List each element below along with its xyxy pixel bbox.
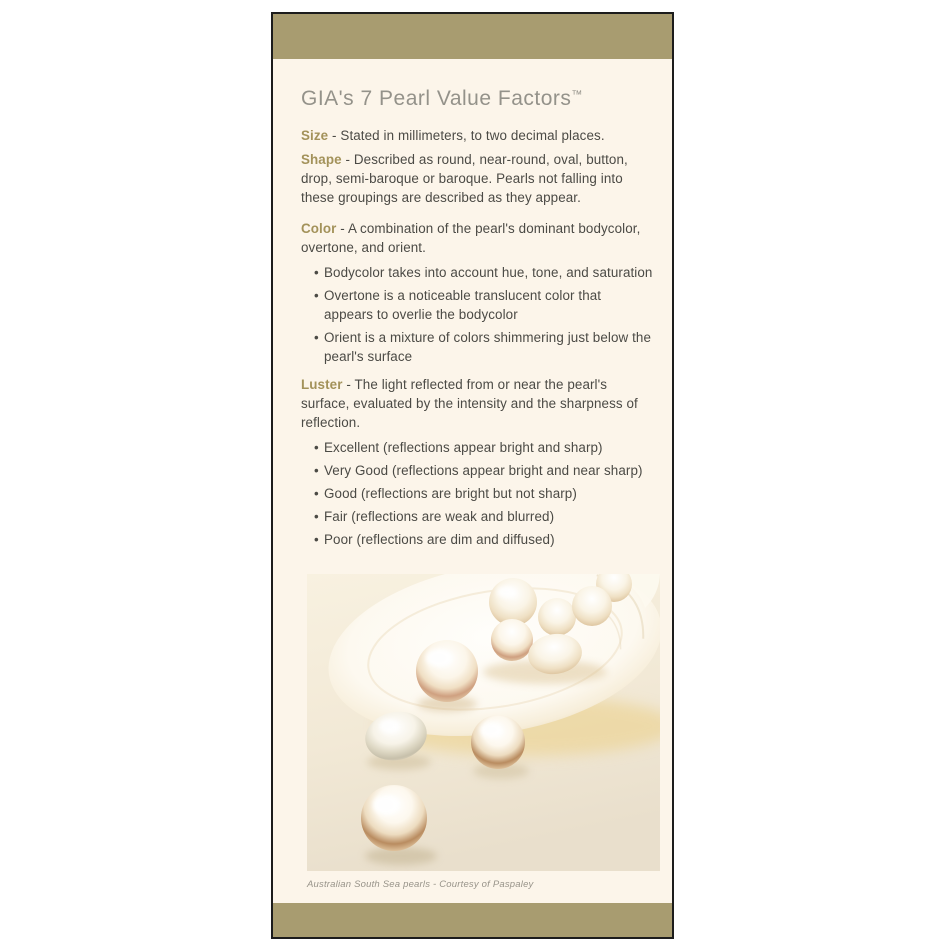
bullet-item bbox=[314, 328, 654, 366]
bullet-icon: • bbox=[314, 486, 319, 501]
bullet-item bbox=[314, 461, 654, 480]
bullet-text: Bodycolor takes into account hue, tone, and saturation bbox=[324, 265, 653, 280]
bullet-icon: • bbox=[314, 532, 319, 547]
term-separator: - bbox=[341, 152, 354, 167]
bullet-item bbox=[314, 507, 654, 526]
bullet-icon: • bbox=[314, 330, 319, 345]
term-separator: - bbox=[336, 221, 348, 236]
bullet-icon: • bbox=[314, 288, 319, 303]
bullet-icon: • bbox=[314, 265, 319, 280]
term-separator: - bbox=[328, 128, 341, 143]
bullet-text: Good (reflections are bright but not sharp) bbox=[324, 486, 577, 501]
bullet-text: Poor (reflections are dim and diffused) bbox=[324, 532, 555, 547]
bullet-item bbox=[314, 263, 654, 282]
bullet-item bbox=[314, 286, 654, 324]
bullet-text: Orient is a mixture of colors shimmering just below the pearl's surface bbox=[324, 330, 651, 364]
bullet-text: Excellent (reflections appear bright and sharp) bbox=[324, 440, 603, 455]
bullet-text: Very Good (reflections appear bright and near sharp) bbox=[324, 463, 643, 478]
section-size bbox=[301, 126, 657, 145]
bullet-icon: • bbox=[314, 440, 319, 455]
bullet-item bbox=[314, 438, 654, 457]
photo-caption: Australian South Sea pearls - Courtesy of Paspaley bbox=[307, 879, 534, 890]
bullet-icon: • bbox=[314, 509, 319, 524]
bullet-text: Fair (reflections are weak and blurred) bbox=[324, 509, 555, 524]
term-separator: - bbox=[342, 377, 355, 392]
bullet-icon: • bbox=[314, 463, 319, 478]
bullet-text: Overtone is a noticeable translucent color that appears to overlie the bodycolor bbox=[324, 288, 602, 322]
term-size: Size bbox=[301, 128, 329, 143]
term-color: Color bbox=[301, 221, 337, 236]
top-khaki-band bbox=[273, 14, 672, 59]
term-shape: Shape bbox=[301, 152, 342, 167]
trademark-symbol: ™ bbox=[571, 89, 583, 101]
pearls-photo bbox=[307, 574, 660, 871]
section-shape bbox=[301, 150, 657, 207]
section-color-text: A combination of the pearl's dominant bodycolor, overtone, and orient. bbox=[301, 221, 641, 255]
term-luster: Luster bbox=[301, 377, 343, 392]
bottom-khaki-band bbox=[273, 903, 672, 937]
color-bullet-list bbox=[301, 263, 658, 366]
brochure-content bbox=[273, 59, 672, 903]
page-title-text: GIA's 7 Pearl Value Factors bbox=[301, 87, 572, 110]
page-title bbox=[301, 87, 658, 111]
section-color bbox=[301, 219, 657, 257]
bullet-item bbox=[314, 484, 654, 503]
brochure-panel bbox=[271, 12, 674, 939]
section-luster bbox=[301, 375, 657, 432]
bullet-item bbox=[314, 530, 654, 549]
luster-bullet-list bbox=[301, 438, 658, 549]
section-size-text: Stated in millimeters, to two decimal places. bbox=[340, 128, 605, 143]
section-shape-text: Described as round, near-round, oval, button, drop, semi-baroque or baroque. Pearls not falling into these groupings are described as they appear. bbox=[301, 152, 628, 205]
section-luster-text: The light reflected from or near the pearl's surface, evaluated by the intensity and the sharpness of reflection. bbox=[301, 377, 638, 430]
